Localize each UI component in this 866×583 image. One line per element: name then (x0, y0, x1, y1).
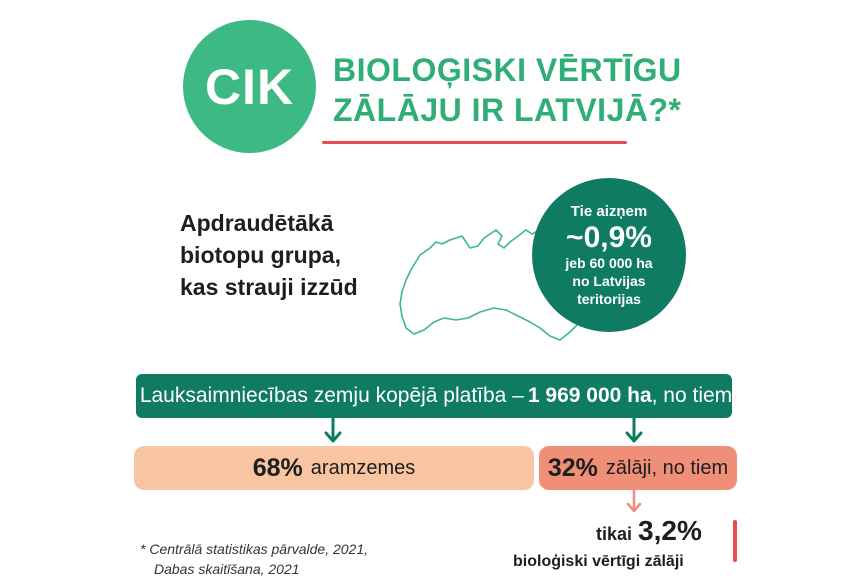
total-suffix: , no tiem (651, 384, 733, 407)
share-line-3: teritorijas (577, 290, 641, 307)
result-line (596, 515, 702, 547)
arable-land-label: aramzemes (310, 456, 416, 479)
title-line-1: BIOLOĢISKI VĒRTĪGU (333, 52, 682, 88)
title-underline (322, 141, 627, 144)
grassland-percent: 32% (547, 453, 598, 482)
grassland-bar (539, 446, 737, 490)
arrow-down-icon (323, 418, 343, 446)
subtitle-line-2: biotopu grupa, (180, 242, 341, 268)
footnote-line-2: Dabas skaitīšana, 2021 (154, 561, 300, 577)
subtitle-line-1: Apdraudētākā (180, 210, 334, 236)
grassland-label: zālāji, no tiem (605, 456, 729, 479)
red-accent-mark (733, 520, 737, 562)
result-prefix: tikai (596, 524, 633, 544)
share-percent: ~0,9% (566, 220, 652, 254)
arrow-down-icon (624, 418, 644, 446)
footnote (140, 539, 368, 579)
cik-badge (183, 20, 316, 153)
subtitle (180, 207, 358, 303)
share-top-text: Tie aizņem (570, 202, 648, 220)
result-percent: 3,2% (638, 515, 702, 546)
share-line-2: no Latvijas (572, 272, 646, 289)
footnote-line-1: * Centrālā statistikas pārvalde, 2021, (140, 541, 369, 557)
arable-land-bar (134, 446, 534, 490)
arrow-down-icon (624, 490, 644, 516)
total-value: 1 969 000 ha (527, 384, 652, 407)
arable-land-percent: 68% (252, 453, 303, 482)
subtitle-line-3: kas strauji izzūd (180, 274, 358, 300)
total-area-bar (136, 374, 732, 418)
title-line-2: ZĀLĀJU IR LATVIJĀ?* (333, 92, 682, 128)
result-label: bioloģiski vērtīgi zālāji (513, 553, 684, 570)
total-label: Lauksaimniecības zemju kopējā platība – (139, 384, 524, 407)
cik-badge-text: CIK (204, 58, 295, 115)
share-circle (532, 178, 686, 332)
share-line-1: jeb 60 000 ha (565, 254, 653, 271)
